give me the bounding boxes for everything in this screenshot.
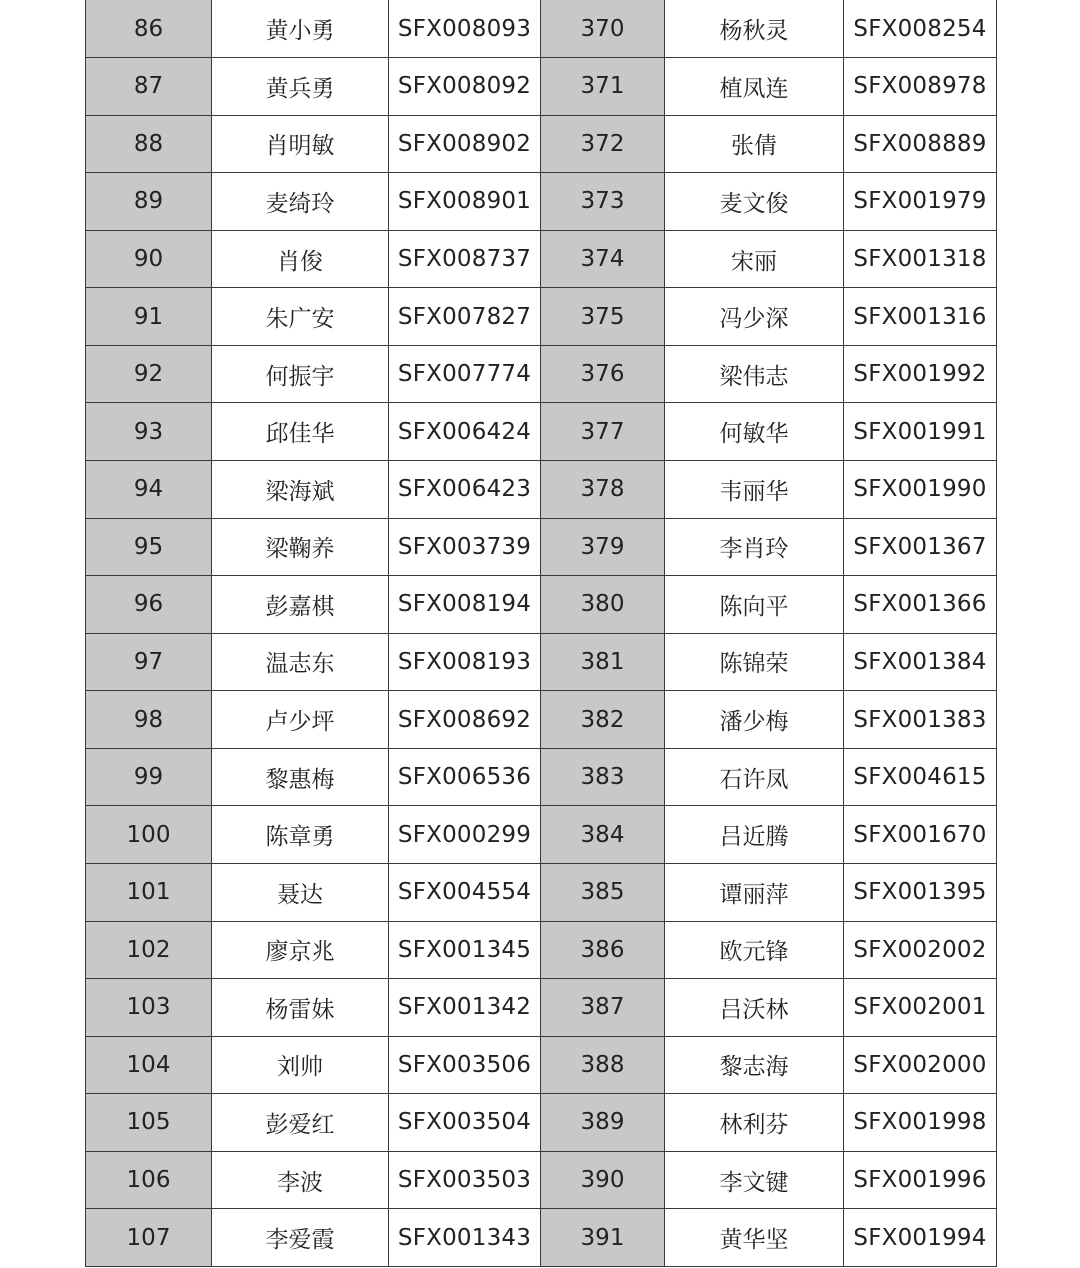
left-name-cell: 邱佳华: [212, 403, 389, 461]
right-name-cell: 植凤连: [665, 58, 844, 116]
right-sequence-cell: 381: [541, 633, 665, 691]
right-sequence-cell: 383: [541, 748, 665, 806]
right-sequence-cell: 389: [541, 1094, 665, 1152]
right-code-cell: SFX001366: [844, 576, 997, 634]
right-code-cell: SFX001383: [844, 691, 997, 749]
right-code-cell: SFX001992: [844, 345, 997, 403]
left-name-cell: 聂达: [212, 863, 389, 921]
right-sequence-cell: 378: [541, 461, 665, 519]
left-code-cell: SFX003739: [389, 518, 541, 576]
left-code-cell: SFX000299: [389, 806, 541, 864]
right-code-cell: SFX001998: [844, 1094, 997, 1152]
left-name-cell: 梁鞠养: [212, 518, 389, 576]
right-sequence-cell: 376: [541, 345, 665, 403]
left-code-cell: SFX008093: [389, 0, 541, 58]
right-name-cell: 谭丽萍: [665, 863, 844, 921]
left-sequence-cell: 90: [86, 230, 212, 288]
left-sequence-cell: 98: [86, 691, 212, 749]
left-sequence-cell: 102: [86, 921, 212, 979]
table-row: [86, 518, 997, 576]
left-name-cell: 彭嘉棋: [212, 576, 389, 634]
right-code-cell: SFX001994: [844, 1209, 997, 1267]
left-sequence-cell: 94: [86, 461, 212, 519]
right-code-cell: SFX001384: [844, 633, 997, 691]
left-code-cell: SFX008737: [389, 230, 541, 288]
table-row: [86, 806, 997, 864]
right-name-cell: 陈向平: [665, 576, 844, 634]
left-sequence-cell: 93: [86, 403, 212, 461]
left-sequence-cell: 88: [86, 115, 212, 173]
right-code-cell: SFX008254: [844, 0, 997, 58]
table-row: [86, 173, 997, 231]
right-name-cell: 梁伟志: [665, 345, 844, 403]
right-sequence-cell: 388: [541, 1036, 665, 1094]
left-sequence-cell: 96: [86, 576, 212, 634]
left-name-cell: 何振宇: [212, 345, 389, 403]
right-code-cell: SFX008889: [844, 115, 997, 173]
left-sequence-cell: 104: [86, 1036, 212, 1094]
right-code-cell: SFX001990: [844, 461, 997, 519]
right-code-cell: SFX001316: [844, 288, 997, 346]
right-name-cell: 韦丽华: [665, 461, 844, 519]
left-sequence-cell: 86: [86, 0, 212, 58]
right-code-cell: SFX001395: [844, 863, 997, 921]
left-code-cell: SFX004554: [389, 863, 541, 921]
right-sequence-cell: 377: [541, 403, 665, 461]
right-sequence-cell: 386: [541, 921, 665, 979]
right-name-cell: 吕沃林: [665, 979, 844, 1037]
left-name-cell: 朱广安: [212, 288, 389, 346]
left-name-cell: 陈章勇: [212, 806, 389, 864]
right-code-cell: SFX001318: [844, 230, 997, 288]
left-code-cell: SFX008902: [389, 115, 541, 173]
right-name-cell: 石许凤: [665, 748, 844, 806]
left-sequence-cell: 92: [86, 345, 212, 403]
left-code-cell: SFX003504: [389, 1094, 541, 1152]
right-sequence-cell: 382: [541, 691, 665, 749]
left-name-cell: 廖京兆: [212, 921, 389, 979]
left-code-cell: SFX003506: [389, 1036, 541, 1094]
left-code-cell: SFX001345: [389, 921, 541, 979]
left-code-cell: SFX008194: [389, 576, 541, 634]
right-name-cell: 潘少梅: [665, 691, 844, 749]
right-sequence-cell: 370: [541, 0, 665, 58]
left-sequence-cell: 101: [86, 863, 212, 921]
left-name-cell: 卢少坪: [212, 691, 389, 749]
table-row: [86, 979, 997, 1037]
right-name-cell: 张倩: [665, 115, 844, 173]
left-code-cell: SFX008901: [389, 173, 541, 231]
left-code-cell: SFX001343: [389, 1209, 541, 1267]
right-name-cell: 宋丽: [665, 230, 844, 288]
left-sequence-cell: 97: [86, 633, 212, 691]
left-code-cell: SFX001342: [389, 979, 541, 1037]
right-sequence-cell: 375: [541, 288, 665, 346]
right-sequence-cell: 373: [541, 173, 665, 231]
left-name-cell: 彭爱红: [212, 1094, 389, 1152]
right-name-cell: 杨秋灵: [665, 0, 844, 58]
left-name-cell: 黄兵勇: [212, 58, 389, 116]
right-name-cell: 冯少深: [665, 288, 844, 346]
left-code-cell: SFX007774: [389, 345, 541, 403]
left-sequence-cell: 95: [86, 518, 212, 576]
right-sequence-cell: 384: [541, 806, 665, 864]
right-name-cell: 林利芬: [665, 1094, 844, 1152]
right-name-cell: 何敏华: [665, 403, 844, 461]
left-sequence-cell: 89: [86, 173, 212, 231]
left-name-cell: 刘帅: [212, 1036, 389, 1094]
table-row: [86, 921, 997, 979]
right-sequence-cell: 380: [541, 576, 665, 634]
right-code-cell: SFX001991: [844, 403, 997, 461]
table-row: [86, 633, 997, 691]
left-sequence-cell: 100: [86, 806, 212, 864]
right-code-cell: SFX001979: [844, 173, 997, 231]
table-row: [86, 403, 997, 461]
left-name-cell: 温志东: [212, 633, 389, 691]
right-name-cell: 李肖玲: [665, 518, 844, 576]
left-code-cell: SFX006423: [389, 461, 541, 519]
left-code-cell: SFX008092: [389, 58, 541, 116]
left-code-cell: SFX007827: [389, 288, 541, 346]
left-name-cell: 李爱霞: [212, 1209, 389, 1267]
right-sequence-cell: 379: [541, 518, 665, 576]
right-code-cell: SFX002002: [844, 921, 997, 979]
right-code-cell: SFX001670: [844, 806, 997, 864]
left-code-cell: SFX006536: [389, 748, 541, 806]
table-row: [86, 230, 997, 288]
table-row: [86, 461, 997, 519]
right-name-cell: 陈锦荣: [665, 633, 844, 691]
table-row: [86, 863, 997, 921]
right-code-cell: SFX008978: [844, 58, 997, 116]
left-name-cell: 肖明敏: [212, 115, 389, 173]
left-code-cell: SFX008692: [389, 691, 541, 749]
roster-table: [85, 0, 997, 1267]
left-name-cell: 黎惠梅: [212, 748, 389, 806]
table-row: [86, 1036, 997, 1094]
left-name-cell: 杨雷妹: [212, 979, 389, 1037]
left-code-cell: SFX008193: [389, 633, 541, 691]
table-row: [86, 1151, 997, 1209]
table-row: [86, 1209, 997, 1267]
right-code-cell: SFX001996: [844, 1151, 997, 1209]
left-sequence-cell: 106: [86, 1151, 212, 1209]
right-name-cell: 黄华坚: [665, 1209, 844, 1267]
right-sequence-cell: 371: [541, 58, 665, 116]
right-sequence-cell: 385: [541, 863, 665, 921]
left-sequence-cell: 103: [86, 979, 212, 1037]
right-name-cell: 麦文俊: [665, 173, 844, 231]
right-sequence-cell: 374: [541, 230, 665, 288]
left-name-cell: 麦绮玲: [212, 173, 389, 231]
left-sequence-cell: 107: [86, 1209, 212, 1267]
left-sequence-cell: 99: [86, 748, 212, 806]
left-name-cell: 李波: [212, 1151, 389, 1209]
right-name-cell: 李文键: [665, 1151, 844, 1209]
table-row: [86, 115, 997, 173]
right-name-cell: 欧元锋: [665, 921, 844, 979]
left-name-cell: 梁海斌: [212, 461, 389, 519]
left-code-cell: SFX003503: [389, 1151, 541, 1209]
table-row: [86, 576, 997, 634]
right-name-cell: 黎志海: [665, 1036, 844, 1094]
right-code-cell: SFX001367: [844, 518, 997, 576]
table-row: [86, 345, 997, 403]
roster-table-body: [86, 0, 997, 1267]
right-code-cell: SFX004615: [844, 748, 997, 806]
left-name-cell: 肖俊: [212, 230, 389, 288]
right-sequence-cell: 372: [541, 115, 665, 173]
table-row: [86, 1094, 997, 1152]
left-code-cell: SFX006424: [389, 403, 541, 461]
right-name-cell: 吕近腾: [665, 806, 844, 864]
table-row: [86, 691, 997, 749]
left-sequence-cell: 105: [86, 1094, 212, 1152]
table-row: [86, 288, 997, 346]
right-sequence-cell: 391: [541, 1209, 665, 1267]
right-code-cell: SFX002000: [844, 1036, 997, 1094]
table-row: [86, 58, 997, 116]
left-name-cell: 黄小勇: [212, 0, 389, 58]
right-code-cell: SFX002001: [844, 979, 997, 1037]
table-row: [86, 748, 997, 806]
right-sequence-cell: 390: [541, 1151, 665, 1209]
left-sequence-cell: 87: [86, 58, 212, 116]
left-sequence-cell: 91: [86, 288, 212, 346]
table-row: [86, 0, 997, 58]
right-sequence-cell: 387: [541, 979, 665, 1037]
